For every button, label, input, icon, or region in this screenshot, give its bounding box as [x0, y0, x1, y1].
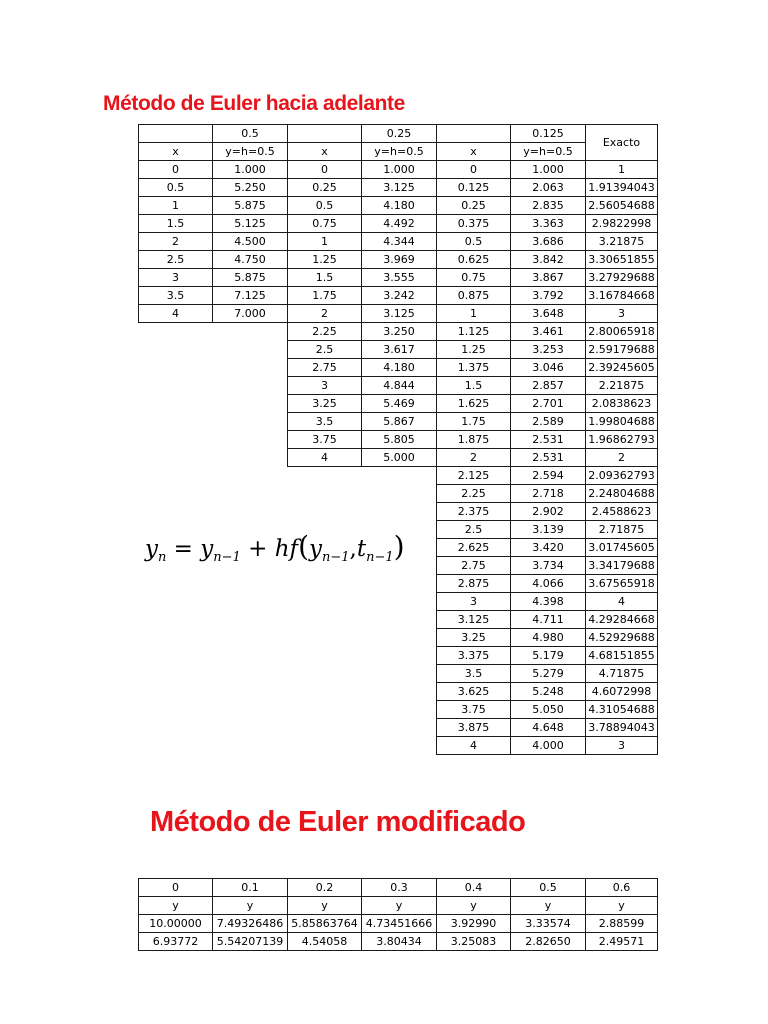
table-cell: 4.492: [362, 215, 437, 233]
table-cell: 0: [139, 161, 213, 179]
table-cell: 2.625: [437, 539, 511, 557]
table-cell: 0.1: [213, 879, 288, 897]
table-cell: 3.75: [437, 701, 511, 719]
empty-cell: [362, 629, 437, 647]
table-row: [139, 161, 658, 179]
table-cell: 3.875: [437, 719, 511, 737]
table-cell: 3.555: [362, 269, 437, 287]
table-cell: y: [288, 897, 362, 915]
table-row: [139, 915, 658, 933]
table-cell: 5.54207139: [213, 933, 288, 951]
table-cell: y: [213, 897, 288, 915]
empty-cell: [139, 593, 213, 611]
table-cell: 5.000: [362, 449, 437, 467]
empty-cell: [213, 701, 288, 719]
table-cell: 3.78894043: [586, 719, 658, 737]
table-row: [139, 377, 658, 395]
table-cell: 3: [288, 377, 362, 395]
table-cell: 3.734: [511, 557, 586, 575]
table-cell: 4.71875: [586, 665, 658, 683]
empty-cell: [213, 449, 288, 467]
empty-cell: [288, 701, 362, 719]
table-cell: 3.046: [511, 359, 586, 377]
table-row: [139, 503, 658, 521]
table-cell: 3.67565918: [586, 575, 658, 593]
table-cell: 2.5: [139, 251, 213, 269]
table-cell: 1.96862793: [586, 431, 658, 449]
empty-cell: [139, 359, 213, 377]
empty-cell: [213, 575, 288, 593]
table-cell: 10.00000: [139, 915, 213, 933]
table-cell: 3.30651855: [586, 251, 658, 269]
table-cell: 0.75: [437, 269, 511, 287]
table-cell: 3.648: [511, 305, 586, 323]
empty-cell: [213, 611, 288, 629]
table-cell: 2.21875: [586, 377, 658, 395]
y-header: y=h=0.5: [213, 143, 288, 161]
table-row: [139, 413, 658, 431]
table-cell: 2.24804688: [586, 485, 658, 503]
table-cell: 3.01745605: [586, 539, 658, 557]
empty-cell: [213, 737, 288, 755]
table-cell: 4.750: [213, 251, 288, 269]
table-cell: 2.59179688: [586, 341, 658, 359]
empty-cell: [139, 683, 213, 701]
exact-header: Exacto: [586, 125, 658, 161]
table-cell: 5.469: [362, 395, 437, 413]
table-cell: 0: [437, 161, 511, 179]
empty-cell: [213, 485, 288, 503]
table-cell: 4.73451666: [362, 915, 437, 933]
table-cell: y: [511, 897, 586, 915]
empty-cell: [139, 701, 213, 719]
table-cell: 3.867: [511, 269, 586, 287]
step-header: 0.25: [362, 125, 437, 143]
empty-cell: [288, 647, 362, 665]
empty-cell: [288, 485, 362, 503]
table-cell: 3.25: [288, 395, 362, 413]
table-cell: 4.54058: [288, 933, 362, 951]
table-cell: 2.0838623: [586, 395, 658, 413]
empty-cell: [139, 719, 213, 737]
table-cell: 0.6: [586, 879, 658, 897]
table-cell: 3.5: [437, 665, 511, 683]
table-row: [139, 629, 658, 647]
table-row: [139, 269, 658, 287]
table-cell: 3.842: [511, 251, 586, 269]
table-cell: 3.250: [362, 323, 437, 341]
table-row: [139, 719, 658, 737]
table-cell: 0.25: [437, 197, 511, 215]
forward-euler-table: [138, 124, 658, 755]
table-cell: 1.375: [437, 359, 511, 377]
table-cell: 1.75: [437, 413, 511, 431]
table-cell: 1: [437, 305, 511, 323]
table-cell: 3.253: [511, 341, 586, 359]
table-cell: 2.56054688: [586, 197, 658, 215]
table-row: [139, 449, 658, 467]
empty-cell: [213, 395, 288, 413]
empty-cell: [213, 665, 288, 683]
table-cell: 4.6072998: [586, 683, 658, 701]
table-row: [139, 431, 658, 449]
table-cell: 0: [139, 879, 213, 897]
table-cell: 0.875: [437, 287, 511, 305]
table-cell: 3.125: [437, 611, 511, 629]
table-cell: 3.92990: [437, 915, 511, 933]
modified-euler-table: [138, 878, 658, 951]
table-row: [139, 665, 658, 683]
table-cell: 0.625: [437, 251, 511, 269]
empty-cell: [288, 629, 362, 647]
table-cell: 1.25: [288, 251, 362, 269]
table-row: [139, 737, 658, 755]
euler-formula: $y_n = y_{n-1} + hf(y_{n-1},t_{n-1})$: [145, 530, 405, 565]
empty-cell: [362, 593, 437, 611]
table-cell: 5.250: [213, 179, 288, 197]
table-cell: 2: [139, 233, 213, 251]
table-row: [139, 323, 658, 341]
table-cell: 3.5: [288, 413, 362, 431]
table-cell: 2.701: [511, 395, 586, 413]
table-cell: 1.000: [511, 161, 586, 179]
table-cell: 3.242: [362, 287, 437, 305]
table-cell: 0.3: [362, 879, 437, 897]
table-cell: 1.25: [437, 341, 511, 359]
table-cell: 5.875: [213, 269, 288, 287]
table-cell: 1.000: [362, 161, 437, 179]
table-cell: 0.4: [437, 879, 511, 897]
table-cell: y: [139, 897, 213, 915]
table-cell: 7.000: [213, 305, 288, 323]
table-cell: 4.711: [511, 611, 586, 629]
empty-cell: [213, 503, 288, 521]
table-cell: 2.71875: [586, 521, 658, 539]
empty-cell: [362, 503, 437, 521]
empty-cell: [362, 611, 437, 629]
table-cell: 3: [586, 305, 658, 323]
table-cell: 2.75: [288, 359, 362, 377]
table-cell: 5.875: [213, 197, 288, 215]
empty-cell: [362, 683, 437, 701]
table-row: [139, 897, 658, 915]
table-cell: 7.49326486: [213, 915, 288, 933]
table-cell: 4.68151855: [586, 647, 658, 665]
empty-cell: [288, 575, 362, 593]
empty-cell: [362, 719, 437, 737]
table-row: [139, 251, 658, 269]
table-cell: 5.179: [511, 647, 586, 665]
empty-cell: [139, 323, 213, 341]
table-cell: 3.125: [362, 179, 437, 197]
table-row: [139, 647, 658, 665]
table-cell: 0.5: [139, 179, 213, 197]
table-row: [139, 701, 658, 719]
table-cell: 1.5: [288, 269, 362, 287]
empty-cell: [288, 719, 362, 737]
table-cell: 0.2: [288, 879, 362, 897]
empty-cell: [213, 431, 288, 449]
table-cell: 2.718: [511, 485, 586, 503]
empty-cell: [213, 629, 288, 647]
empty-cell: [362, 485, 437, 503]
x-header: x: [437, 143, 511, 161]
table-row: [139, 179, 658, 197]
table-cell: 0.5: [437, 233, 511, 251]
table-cell: 5.867: [362, 413, 437, 431]
empty-cell: [213, 593, 288, 611]
table-cell: 1.125: [437, 323, 511, 341]
table-cell: 1.91394043: [586, 179, 658, 197]
table-cell: 2: [437, 449, 511, 467]
table-cell: 3.25: [437, 629, 511, 647]
table-cell: 2.531: [511, 431, 586, 449]
title-modified-euler: Método de Euler modificado: [150, 806, 526, 838]
empty-cell: [362, 737, 437, 755]
empty-cell: [362, 575, 437, 593]
table-row: [139, 197, 658, 215]
empty-cell: [139, 377, 213, 395]
table-cell: 4.000: [511, 737, 586, 755]
empty-cell: [139, 503, 213, 521]
table-cell: 3.80434: [362, 933, 437, 951]
table-cell: 2.835: [511, 197, 586, 215]
table-cell: 1.875: [437, 431, 511, 449]
table-cell: 3.139: [511, 521, 586, 539]
table-cell: 2.589: [511, 413, 586, 431]
empty-cell: [288, 683, 362, 701]
table-cell: 2.25: [437, 485, 511, 503]
table-cell: 2.375: [437, 503, 511, 521]
table-cell: 0: [288, 161, 362, 179]
table-cell: 4.648: [511, 719, 586, 737]
empty-cell: [139, 413, 213, 431]
table-cell: 4: [437, 737, 511, 755]
table-cell: 2.9822998: [586, 215, 658, 233]
empty-cell: [213, 323, 288, 341]
table-row: [139, 683, 658, 701]
table-cell: 3.21875: [586, 233, 658, 251]
table-row: [139, 341, 658, 359]
table-cell: 1.5: [437, 377, 511, 395]
table-row: [139, 575, 658, 593]
table-cell: 4: [288, 449, 362, 467]
table-cell: 7.125: [213, 287, 288, 305]
empty-cell: [139, 737, 213, 755]
table-cell: 0.5: [288, 197, 362, 215]
empty-cell: [213, 377, 288, 395]
empty-cell: [213, 719, 288, 737]
table-row: [139, 933, 658, 951]
table-cell: 2.80065918: [586, 323, 658, 341]
empty-cell: [139, 449, 213, 467]
table-cell: 3.617: [362, 341, 437, 359]
table-cell: 5.805: [362, 431, 437, 449]
title-forward-euler: Método de Euler hacia adelante: [103, 92, 405, 115]
empty-cell: [362, 467, 437, 485]
empty-cell: [288, 611, 362, 629]
table-cell: 2.88599: [586, 915, 658, 933]
table-cell: 4: [586, 593, 658, 611]
table-cell: 0.125: [437, 179, 511, 197]
empty-cell: [362, 647, 437, 665]
table-row: [139, 467, 658, 485]
table-cell: 2.902: [511, 503, 586, 521]
empty-cell: [139, 395, 213, 413]
table-cell: 2.09362793: [586, 467, 658, 485]
table-cell: 3.125: [362, 305, 437, 323]
table-cell: 3.420: [511, 539, 586, 557]
table-cell: 3.34179688: [586, 557, 658, 575]
table-cell: 5.85863764: [288, 915, 362, 933]
table-cell: 2.875: [437, 575, 511, 593]
table-cell: 1: [139, 197, 213, 215]
table-cell: 3: [139, 269, 213, 287]
table-cell: 1.625: [437, 395, 511, 413]
empty-cell: [288, 665, 362, 683]
x-header: x: [288, 143, 362, 161]
table-cell: 1.75: [288, 287, 362, 305]
empty-cell: [362, 665, 437, 683]
empty-cell: [362, 701, 437, 719]
empty-cell: [213, 467, 288, 485]
table-cell: 1.5: [139, 215, 213, 233]
empty-cell: [213, 359, 288, 377]
table-cell: 2: [288, 305, 362, 323]
table-cell: 5.248: [511, 683, 586, 701]
empty-cell: [288, 593, 362, 611]
empty-cell: [139, 647, 213, 665]
table-cell: 2.594: [511, 467, 586, 485]
table-cell: 4.180: [362, 359, 437, 377]
table-cell: 3.792: [511, 287, 586, 305]
table-cell: 3.363: [511, 215, 586, 233]
empty-cell: [213, 413, 288, 431]
table-cell: 6.93772: [139, 933, 213, 951]
table-cell: 4.066: [511, 575, 586, 593]
table-row: [139, 395, 658, 413]
empty-cell: [288, 503, 362, 521]
table-cell: 3.33574: [511, 915, 586, 933]
table-row: [139, 233, 658, 251]
y-header: y=h=0.5: [511, 143, 586, 161]
table-cell: 3.75: [288, 431, 362, 449]
table-row: [139, 593, 658, 611]
table-cell: 2.125: [437, 467, 511, 485]
table-cell: 2.4588623: [586, 503, 658, 521]
header-cell: [288, 125, 362, 143]
table-cell: 4.29284668: [586, 611, 658, 629]
table-row: [139, 305, 658, 323]
table-cell: 2.25: [288, 323, 362, 341]
header-cell: [139, 125, 213, 143]
table-row: [139, 215, 658, 233]
y-header: y=h=0.5: [362, 143, 437, 161]
table-cell: y: [362, 897, 437, 915]
table-cell: 3.375: [437, 647, 511, 665]
table-cell: 3.461: [511, 323, 586, 341]
step-header: 0.5: [213, 125, 288, 143]
empty-cell: [139, 611, 213, 629]
table-row: [139, 287, 658, 305]
table-cell: 3.625: [437, 683, 511, 701]
table-cell: 2.39245605: [586, 359, 658, 377]
table-cell: 4.31054688: [586, 701, 658, 719]
table-cell: 2.857: [511, 377, 586, 395]
empty-cell: [139, 665, 213, 683]
empty-cell: [213, 683, 288, 701]
table-cell: 1: [288, 233, 362, 251]
table-cell: 3.25083: [437, 933, 511, 951]
empty-cell: [213, 341, 288, 359]
empty-cell: [288, 737, 362, 755]
table-cell: 1.000: [213, 161, 288, 179]
table-cell: 2.531: [511, 449, 586, 467]
table-cell: 5.125: [213, 215, 288, 233]
table-cell: 4.180: [362, 197, 437, 215]
empty-cell: [139, 485, 213, 503]
empty-cell: [139, 341, 213, 359]
table-cell: 2.5: [288, 341, 362, 359]
empty-cell: [139, 431, 213, 449]
table-cell: 3: [586, 737, 658, 755]
header-cell: [437, 125, 511, 143]
table-cell: 3.27929688: [586, 269, 658, 287]
table-cell: 1: [586, 161, 658, 179]
table-cell: 3.5: [139, 287, 213, 305]
table-cell: y: [437, 897, 511, 915]
empty-cell: [139, 467, 213, 485]
step-header: 0.125: [511, 125, 586, 143]
table-cell: 4.500: [213, 233, 288, 251]
empty-cell: [288, 467, 362, 485]
empty-cell: [213, 647, 288, 665]
table-cell: 4.980: [511, 629, 586, 647]
table-cell: 2.063: [511, 179, 586, 197]
table-row: [139, 879, 658, 897]
table-cell: 4: [139, 305, 213, 323]
table-cell: 4.52929688: [586, 629, 658, 647]
table-cell: 2.49571: [586, 933, 658, 951]
table-cell: 4.398: [511, 593, 586, 611]
table-cell: 2.82650: [511, 933, 586, 951]
table-cell: 0.75: [288, 215, 362, 233]
empty-cell: [139, 629, 213, 647]
table-cell: y: [586, 897, 658, 915]
table-cell: 2.75: [437, 557, 511, 575]
table-cell: 0.25: [288, 179, 362, 197]
table-cell: 4.344: [362, 233, 437, 251]
table-cell: 5.279: [511, 665, 586, 683]
table-cell: 2: [586, 449, 658, 467]
table-row: [139, 611, 658, 629]
table-cell: 3.686: [511, 233, 586, 251]
table-cell: 3: [437, 593, 511, 611]
table-cell: 0.5: [511, 879, 586, 897]
table-cell: 5.050: [511, 701, 586, 719]
table-row: [139, 485, 658, 503]
x-header: x: [139, 143, 213, 161]
table-cell: 1.99804688: [586, 413, 658, 431]
table-cell: 3.969: [362, 251, 437, 269]
table-cell: 2.5: [437, 521, 511, 539]
table-cell: 0.375: [437, 215, 511, 233]
table-cell: 3.16784668: [586, 287, 658, 305]
empty-cell: [139, 575, 213, 593]
table-row: [139, 359, 658, 377]
table-cell: 4.844: [362, 377, 437, 395]
